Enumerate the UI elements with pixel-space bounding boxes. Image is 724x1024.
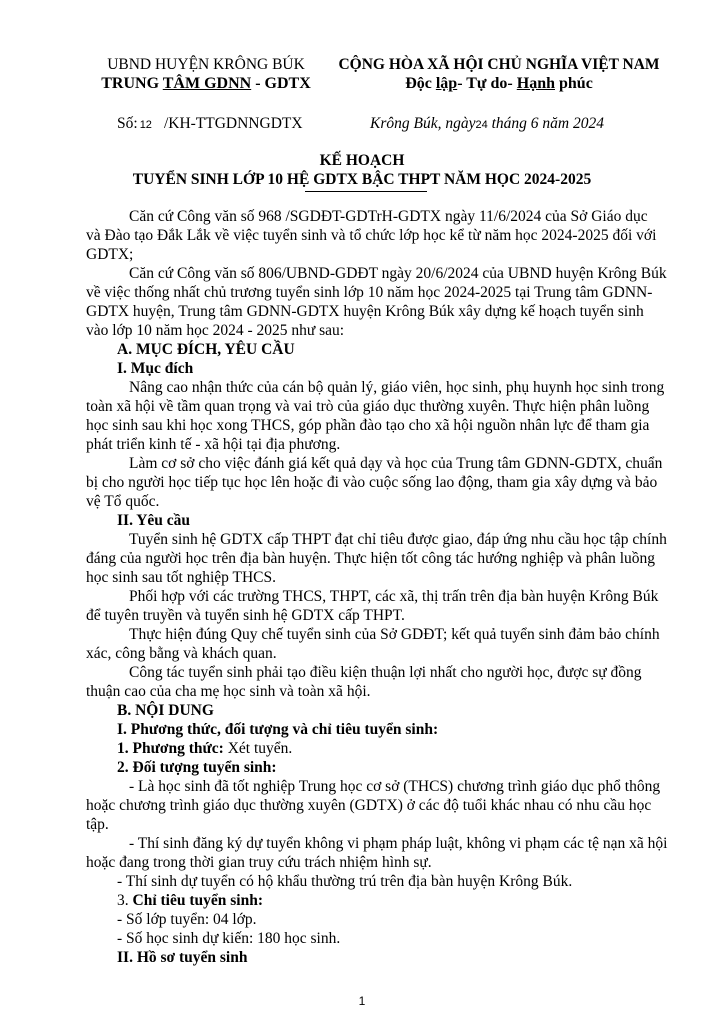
issuing-center-prefix: TRUNG [101, 75, 163, 92]
paragraph-line: GDTX; [86, 246, 134, 263]
national-motto [334, 75, 664, 93]
paragraph-line: Căn cứ Công văn số 806/UBND-GDĐT ngày 20/6/2024 của UBND huyện Krông Búk [129, 265, 667, 282]
subsection-heading: I. Mục đích [117, 360, 194, 377]
subsection-heading: 2. Đối tượng tuyển sinh: [117, 759, 277, 776]
section-heading: A. MỤC ĐÍCH, YÊU CẦU [117, 341, 295, 358]
paragraph-line: để tuyên truyền và tuyển sinh hệ GDTX cấp THPT. [86, 607, 405, 624]
doc-code: /KH-TTGDNNGDTX [163, 115, 303, 132]
paragraph-line: Căn cứ Công văn số 968 /SGDĐT-GDTrH-GDTX ngày 11/6/2024 của Sở Giáo dục [129, 208, 648, 225]
doc-no-label: Số: [117, 115, 138, 132]
document-subtitle: TUYỂN SINH LỚP 10 HỆ GDTX BẬC THPT NĂM HỌC 2024-2025 [132, 171, 592, 188]
subsection-heading: I. Phương thức, đối tượng và chỉ tiêu tuyển sinh: [117, 721, 439, 738]
paragraph-line: Làm cơ sở cho việc đánh giá kết quả dạy và học của Trung tâm GDNN-GDTX, chuẩn [129, 455, 663, 472]
motto-part-1: Độc [405, 75, 436, 92]
paragraph-line: thuận cao của cha mẹ học sinh và toàn xã hội. [86, 683, 371, 700]
paragraph-line: học sinh sau tốt nghiệp THCS. [86, 569, 277, 586]
motto-part-2: lập [435, 75, 458, 92]
paragraph-line: Nâng cao nhận thức của cán bộ quản lý, giáo viên, học sinh, phụ huynh học sinh trong [129, 379, 665, 396]
document-title: KẾ HOẠCH [319, 152, 405, 169]
list-item: - Số lớp tuyển: 04 lớp. [117, 911, 257, 928]
list-item: - Số học sinh dự kiến: 180 học sinh. [117, 930, 341, 947]
method-value: Xét tuyển. [223, 740, 293, 757]
motto-part-3: - Tự do- [457, 75, 517, 92]
paragraph-line: hoặc chương trình giáo dục thường xuyên (GDTX) ở các độ tuổi khác nhau có nhu cầu học [86, 797, 652, 814]
paragraph-line: GDTX huyện, Trung tâm GDNN-GDTX huyện Krông Búk xây dựng kế hoạch tuyển sinh [86, 303, 644, 320]
section-heading: B. NỘI DUNG [117, 702, 214, 719]
method-line [117, 739, 292, 758]
paragraph-line: toàn xã hội về tầm quan trọng và vai trò của giáo dục thường xuyên. Thực hiện phân luồng [86, 398, 650, 415]
paragraph-line: Phối hợp với các trường THCS, THPT, các xã, thị trấn trên địa bàn huyện Krông Búk [129, 588, 659, 605]
motto-part-4: Hạnh [516, 75, 555, 92]
document-number [117, 115, 303, 133]
doc-no-value: 12 [139, 119, 152, 131]
paragraph-line: tập. [86, 816, 109, 833]
place-date-prefix: Krông Búk, ngày [370, 115, 476, 132]
title-underline [305, 191, 427, 192]
paragraph-line: và Đào tạo Đắk Lắk về việc tuyển sinh và tổ chức lớp học kể từ năm học 2024-2025 đối với [86, 227, 657, 244]
national-title: CỘNG HÒA XÃ HỘI CHỦ NGHĨA VIỆT NAM [338, 56, 660, 73]
method-label: 1. Phương thức: [117, 740, 224, 757]
paragraph-line: Thực hiện đúng Quy chế tuyển sinh của Sở GDĐT; kết quả tuyển sinh đảm bảo chính [129, 626, 660, 643]
page-number: 1 [358, 994, 366, 1008]
paragraph-line: bị cho người học tiếp tục học lên hoặc đi vào cuộc sống lao động, tham gia xây dựng và bảo [86, 474, 658, 491]
paragraph-line: hoặc đang trong thời gian truy cứu trách nhiệm hình sự. [86, 854, 432, 871]
quota-number: 3. [117, 892, 133, 909]
paragraph-line: vệ Tổ quốc. [86, 493, 160, 510]
paragraph-line: học sinh sau khi học xong THCS, góp phần đào tạo cho xã hội nguồn nhân lực để tham gia [86, 417, 650, 434]
issuing-center-suffix: - GDTX [251, 75, 311, 92]
paragraph-line: - Thí sinh dự tuyển có hộ khẩu thường trú trên địa bàn huyện Krông Búk. [117, 873, 573, 890]
motto-part-5: phúc [555, 75, 593, 92]
place-date [370, 115, 604, 133]
day-value: 24 [475, 119, 488, 131]
quota-label: Chỉ tiêu tuyển sinh: [132, 892, 263, 909]
issuing-authority: UBND HUYỆN KRÔNG BÚK [107, 56, 305, 73]
subsection-heading: II. Hồ sơ tuyển sinh [117, 949, 248, 966]
paragraph-line: đáng của người học trên địa bàn huyện. Thực hiện tốt công tác hướng nghiệp và phân luồng [86, 550, 656, 567]
paragraph-line: Công tác tuyển sinh phải tạo điều kiện thuận lợi nhất cho người học, được sự đồng [129, 664, 642, 681]
paragraph-line: về việc thống nhất chủ trương tuyển sinh lớp 10 năm học 2024-2025 tại Trung tâm GDNN- [86, 284, 653, 301]
paragraph-line: - Thí sinh đăng ký dự tuyển không vi phạm pháp luật, không vi phạm các tệ nạn xã hội [129, 835, 668, 852]
paragraph-line: xác, công bằng và khách quan. [86, 645, 277, 662]
quota-heading [117, 891, 263, 910]
paragraph-line: vào lớp 10 năm học 2024 - 2025 như sau: [86, 322, 345, 339]
place-date-suffix: tháng 6 năm 2024 [487, 115, 604, 132]
subsection-heading: II. Yêu cầu [117, 512, 191, 529]
issuing-center [80, 75, 332, 93]
issuing-center-underlined: TÂM GDNN [162, 75, 252, 92]
paragraph-line: phát triển kinh tế - xã hội tại địa phương. [86, 436, 341, 453]
paragraph-line: - Là học sinh đã tốt nghiệp Trung học cơ sở (THCS) chương trình giáo dục phổ thông [129, 778, 661, 795]
paragraph-line: Tuyển sinh hệ GDTX cấp THPT đạt chỉ tiêu được giao, đáp ứng nhu cầu học tập chính [129, 531, 667, 548]
